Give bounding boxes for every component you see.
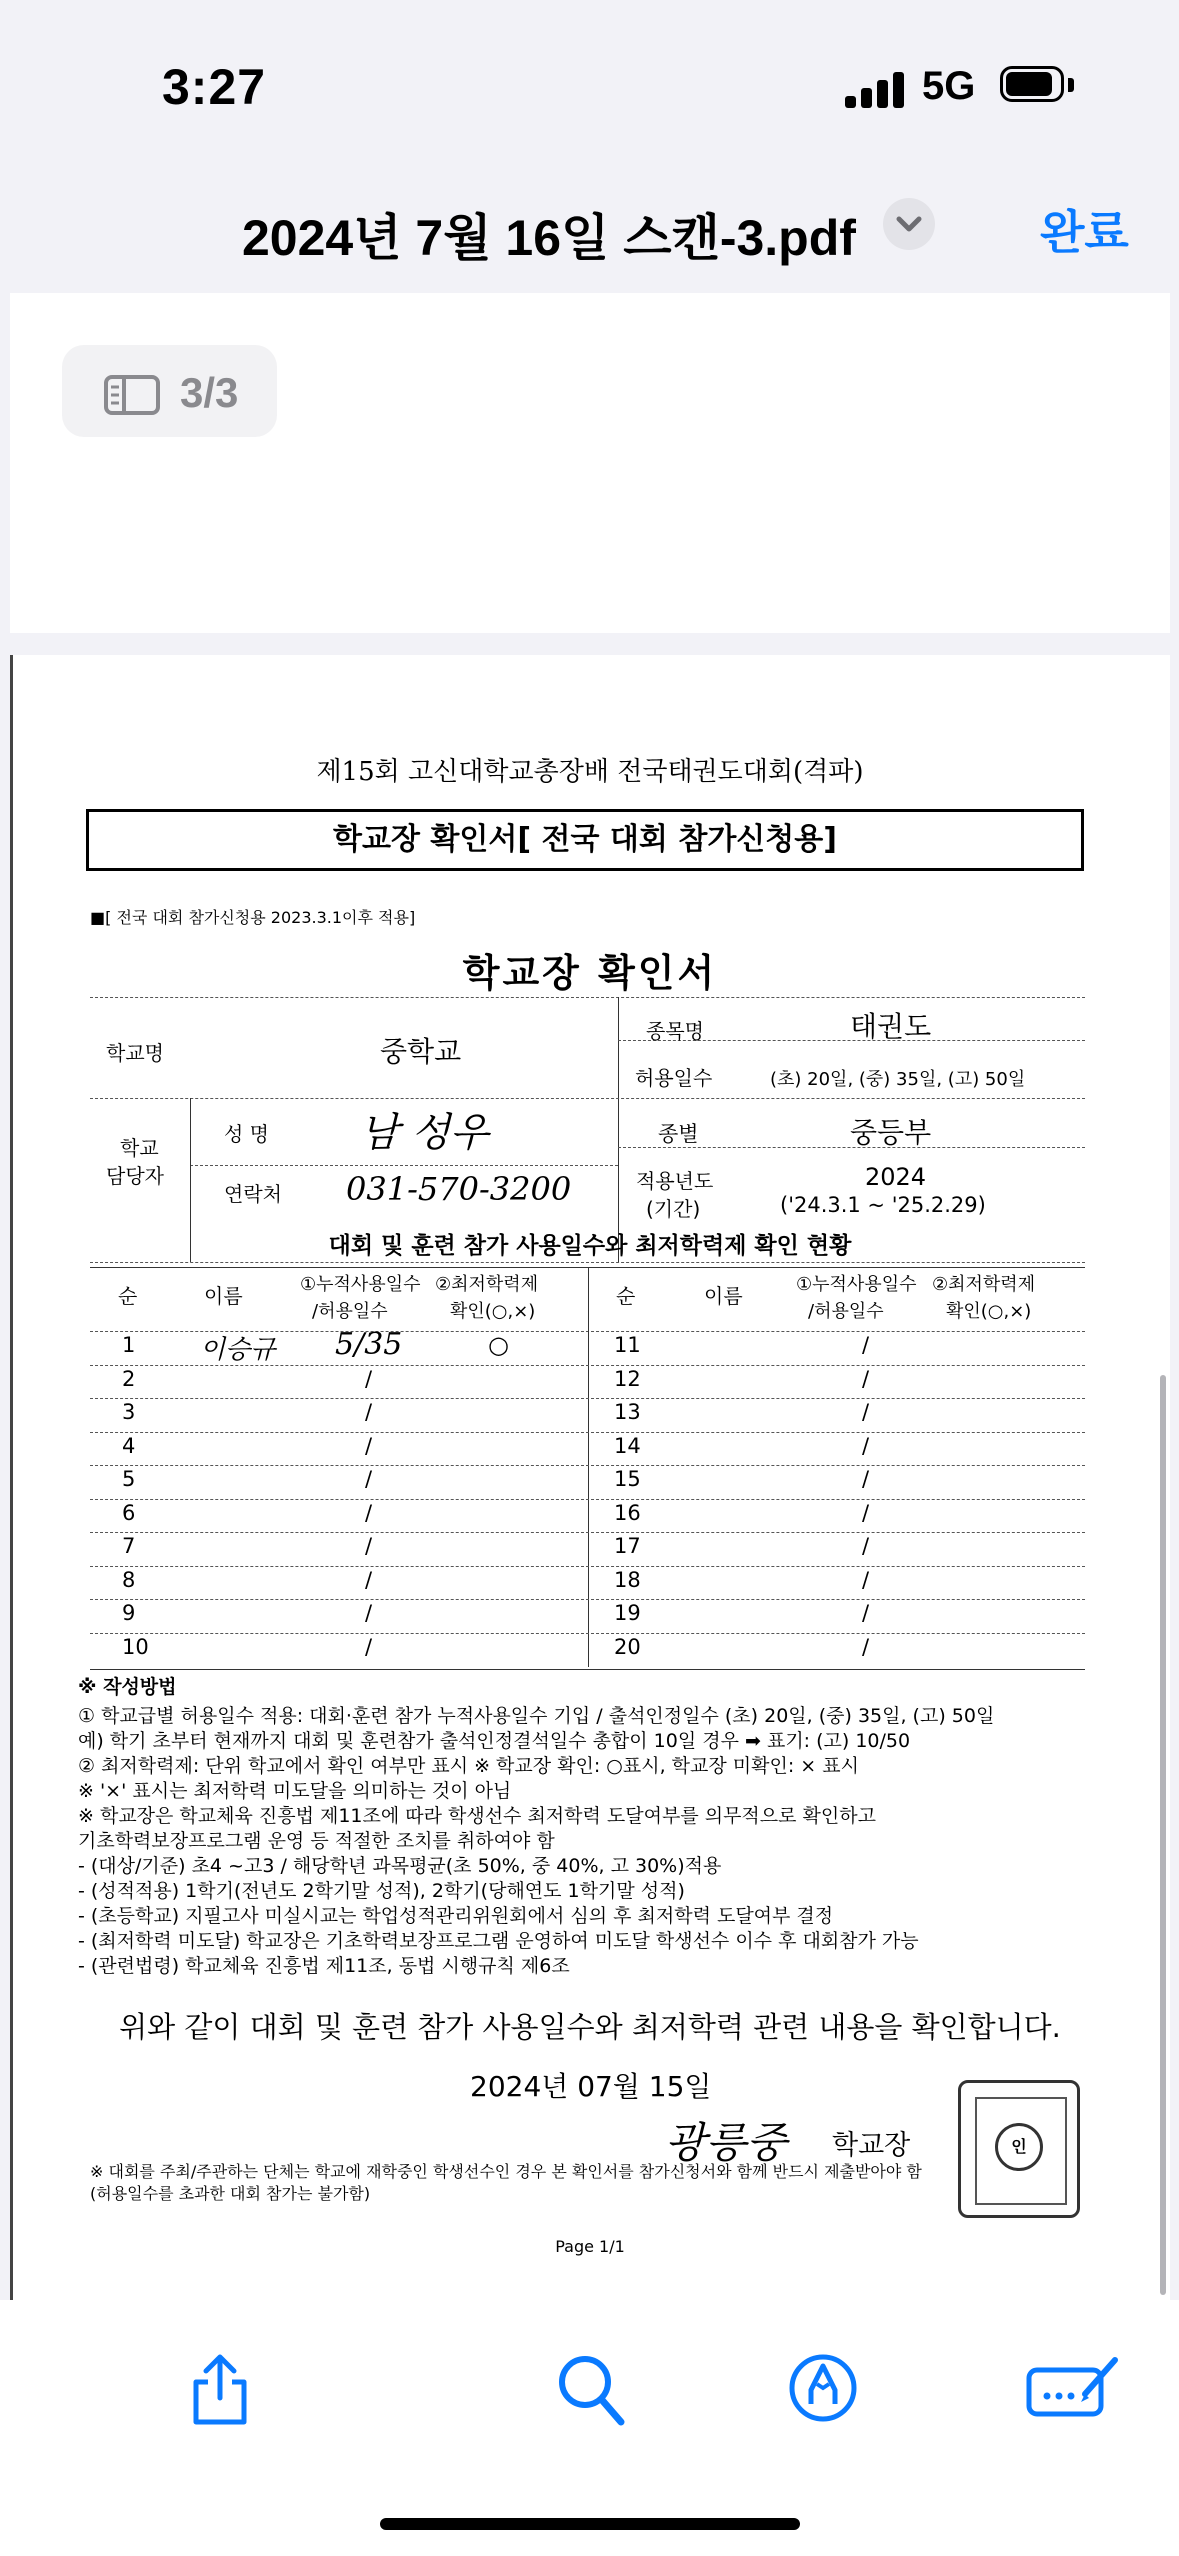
days-value: (초) 20일, (중) 35일, (고) 50일 bbox=[770, 1069, 1026, 1090]
status-time: 3:27 bbox=[162, 59, 267, 115]
method-line: ① 학교급별 허용일수 적용: 대회·훈련 참가 누적사용일수 기입 / 출석인정일수 (초) 20일, (중) 35일, (고) 50일 bbox=[78, 1705, 995, 1727]
pdf-page[interactable] bbox=[10, 655, 1170, 2300]
row-days: / bbox=[862, 1367, 870, 1391]
period-value: ('24.3.1 ~ '25.2.29) bbox=[780, 1193, 986, 1217]
markup-button[interactable] bbox=[787, 2352, 859, 2429]
row-number: 5 bbox=[122, 1467, 136, 1491]
head-check-left-1: ②최저학력제 bbox=[435, 1274, 539, 1295]
days-label: 허용일수 bbox=[635, 1066, 713, 1090]
battery-icon bbox=[1000, 66, 1074, 106]
row-number: 12 bbox=[614, 1367, 641, 1391]
row-days: / bbox=[862, 1568, 870, 1592]
school-value: 중학교 bbox=[380, 1035, 462, 1068]
sport-label: 종목명 bbox=[646, 1019, 704, 1043]
head-no-right: 순 bbox=[616, 1284, 636, 1308]
sidebar-icon bbox=[104, 375, 160, 415]
doc-header: 제15회 고신대학교총장배 전국태권도대회(격파) bbox=[316, 757, 864, 787]
category-value: 중등부 bbox=[850, 1116, 932, 1149]
cellular-signal-icon bbox=[845, 70, 907, 108]
page-indicator-label: 3/3 bbox=[180, 369, 239, 416]
title-menu-button[interactable] bbox=[883, 198, 935, 250]
head-check-left-2: 확인(○,×) bbox=[450, 1301, 536, 1322]
row-days: / bbox=[862, 1333, 870, 1357]
share-button[interactable] bbox=[188, 2352, 252, 2431]
search-button[interactable] bbox=[555, 2352, 627, 2433]
head-name-left: 이름 bbox=[204, 1284, 243, 1308]
method-title: ※ 작성방법 bbox=[78, 1676, 177, 1698]
document-title[interactable]: 2024년 7월 16일 스캔-3.pdf bbox=[242, 210, 856, 266]
head-check-right-1: ②최저학력제 bbox=[932, 1274, 1036, 1295]
row-number: 15 bbox=[614, 1467, 641, 1491]
row-days: / bbox=[365, 1467, 373, 1491]
head-name-right: 이름 bbox=[704, 1284, 743, 1308]
row-number: 6 bbox=[122, 1501, 136, 1525]
row-name: 이승규 bbox=[200, 1335, 276, 1365]
row-number: 13 bbox=[614, 1400, 641, 1424]
school-label: 학교명 bbox=[106, 1041, 164, 1065]
home-indicator[interactable] bbox=[380, 2518, 800, 2530]
doc-box-title-frame bbox=[86, 809, 1084, 871]
row-number: 9 bbox=[122, 1601, 136, 1625]
manager-label-1: 학교 bbox=[120, 1136, 159, 1160]
page-indicator-button[interactable] bbox=[62, 345, 277, 437]
footnote-1: ※ 대회를 주최/주관하는 단체는 학교에 재학중인 학생선수인 경우 본 확인서를 참가신청서와 함께 반드시 제출받아야 함 bbox=[90, 2162, 922, 2181]
status-bar bbox=[0, 0, 1179, 150]
chevron-down-icon bbox=[883, 198, 935, 250]
sport-value: 태권도 bbox=[850, 1010, 932, 1043]
category-label: 종별 bbox=[658, 1122, 699, 1146]
row-days: / bbox=[365, 1400, 373, 1424]
row-number: 2 bbox=[122, 1367, 136, 1391]
year-label-2: (기간) bbox=[646, 1197, 701, 1221]
row-days: / bbox=[365, 1534, 373, 1558]
row-number: 20 bbox=[614, 1635, 641, 1659]
share-icon bbox=[188, 2352, 252, 2426]
navigation-bar bbox=[0, 150, 1179, 290]
confirm-statement: 위와 같이 대회 및 훈련 참가 사용일수와 최저학력 관련 내용을 확인합니다. bbox=[119, 2010, 1061, 2044]
confirm-date: 2024년 07월 15일 bbox=[470, 2070, 712, 2103]
head-check-right-2: 확인(○,×) bbox=[946, 1301, 1032, 1322]
network-type: 5G bbox=[922, 64, 976, 108]
head-no-left: 순 bbox=[118, 1284, 138, 1308]
row-days: / bbox=[862, 1434, 870, 1458]
row-number: 14 bbox=[614, 1434, 641, 1458]
signature: 광릉중 bbox=[665, 2118, 787, 2167]
method-line: - (최저학력 미도달) 학교장은 기초학력보장프로그램 운영하여 미도달 학생선수 이수 후 대회참가 가능 bbox=[78, 1930, 919, 1952]
year-label-1: 적용년도 bbox=[636, 1169, 714, 1193]
row-days: / bbox=[365, 1501, 373, 1525]
name-label: 성 명 bbox=[224, 1122, 269, 1146]
signature-icon bbox=[1025, 2352, 1121, 2418]
method-line: - (초등학교) 지필고사 미실시교는 학업성적관리위원회에서 심의 후 최저학력 도달여부 결정 bbox=[78, 1905, 834, 1927]
head-days-left-1: ①누적사용일수 bbox=[300, 1274, 421, 1295]
method-line: - (대상/기준) 초4 ~고3 / 해당학년 과목평균(초 50%, 중 40%, 고 30%)적용 bbox=[78, 1855, 722, 1877]
row-days: / bbox=[862, 1534, 870, 1558]
method-line: ※ '×' 표시는 최저학력 미도달을 의미하는 것이 아님 bbox=[78, 1780, 512, 1802]
row-number: 18 bbox=[614, 1568, 641, 1592]
row-number: 19 bbox=[614, 1601, 641, 1625]
method-line: - (성적적용) 1학기(전년도 2학기말 성적), 2학기(당해연도 1학기말 성적) bbox=[78, 1880, 685, 1902]
doc-box-title: 학교장 확인서[ 전국 대회 참가신청용] bbox=[333, 822, 837, 857]
row-days: / bbox=[862, 1467, 870, 1491]
row-number: 10 bbox=[122, 1635, 149, 1659]
row-number: 16 bbox=[614, 1501, 641, 1525]
markup-icon bbox=[787, 2352, 859, 2424]
row-days: / bbox=[365, 1434, 373, 1458]
method-line: ※ 학교장은 학교체육 진흥법 제11조에 따라 학생선수 최저학력 도달여부를 의무적으로 확인하고 bbox=[78, 1805, 876, 1827]
row-days: / bbox=[365, 1568, 373, 1592]
row-number: 17 bbox=[614, 1534, 641, 1558]
principal-label: 학교장 bbox=[832, 2130, 911, 2161]
name-value: 남 성우 bbox=[360, 1110, 489, 1156]
stamp-mark: 인 bbox=[995, 2123, 1043, 2171]
row-days: / bbox=[862, 1635, 870, 1659]
pdf-page-previous bbox=[10, 293, 1170, 633]
school-seal-stamp bbox=[958, 2080, 1080, 2218]
row-number: 7 bbox=[122, 1534, 136, 1558]
scrollbar[interactable] bbox=[1160, 1375, 1166, 2295]
method-line: - (관련법령) 학교체육 진흥법 제11조, 동법 시행규칙 제6조 bbox=[78, 1955, 570, 1977]
row-number: 1 bbox=[122, 1333, 136, 1357]
row-days: / bbox=[365, 1635, 373, 1659]
signature-button[interactable] bbox=[1025, 2352, 1121, 2423]
footnote-2: (허용일수를 초과한 대회 참가는 불가함) bbox=[90, 2184, 371, 2203]
row-number: 4 bbox=[122, 1434, 136, 1458]
section-title: 대회 및 훈련 참가 사용일수와 최저학력제 확인 현황 bbox=[328, 1233, 852, 1259]
method-line: 예) 학기 초부터 현재까지 대회 및 훈련참가 출석인정결석일수 총합이 10일 경우 ➡ 표기: (고) 10/50 bbox=[78, 1730, 911, 1752]
contact-label: 연락처 bbox=[224, 1182, 282, 1206]
row-days: / bbox=[862, 1501, 870, 1525]
row-days: / bbox=[365, 1367, 373, 1391]
row-number: 8 bbox=[122, 1568, 136, 1592]
row-number: 11 bbox=[614, 1333, 641, 1357]
head-days-left-2: /허용일수 bbox=[312, 1301, 388, 1322]
contact-value: 031-570-3200 bbox=[346, 1170, 572, 1208]
row-days: 5/35 bbox=[335, 1327, 403, 1362]
year-value: 2024 bbox=[865, 1163, 927, 1191]
manager-label-2: 담당자 bbox=[106, 1164, 164, 1188]
done-button[interactable]: 완료 bbox=[1040, 206, 1129, 258]
search-icon bbox=[555, 2352, 627, 2428]
row-days: / bbox=[365, 1601, 373, 1625]
doc-note: ■[ 전국 대회 참가신청용 2023.3.1이후 적용] bbox=[90, 908, 416, 927]
method-line: 기초학력보장프로그램 운영 등 적절한 조치를 취하여야 함 bbox=[78, 1830, 555, 1852]
method-line: ② 최저학력제: 단위 학교에서 확인 여부만 표시 ※ 학교장 확인: ○표시, 학교장 미확인: × 표시 bbox=[78, 1755, 859, 1777]
row-check: ○ bbox=[488, 1331, 509, 1359]
head-days-right-1: ①누적사용일수 bbox=[796, 1274, 917, 1295]
doc-title: 학교장 확인서 bbox=[462, 951, 718, 995]
row-days: / bbox=[862, 1400, 870, 1424]
head-days-right-2: /허용일수 bbox=[808, 1301, 884, 1322]
page-number: Page 1/1 bbox=[555, 2237, 625, 2256]
row-number: 3 bbox=[122, 1400, 136, 1424]
row-days: / bbox=[862, 1601, 870, 1625]
